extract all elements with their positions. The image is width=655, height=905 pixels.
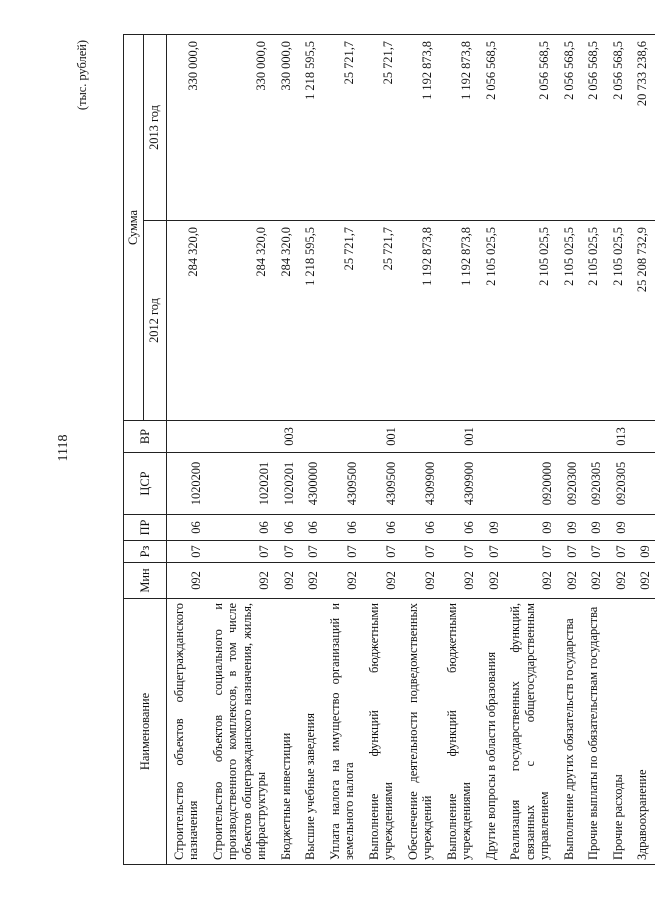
cell-csr: 0920305 [581, 453, 606, 515]
cell-pr: 06 [362, 515, 401, 541]
table-row [503, 35, 557, 865]
cell-y2013: 2 056 568,5 [503, 35, 557, 221]
cell-pr: 06 [323, 515, 362, 541]
cell-min: 092 [479, 563, 504, 599]
cell-name: Прочие расходы [606, 599, 631, 865]
cell-name: Реализация государственных функций, связанных с общегосударственным управлением [503, 599, 557, 865]
cell-pr: 06 [206, 515, 274, 541]
cell-min: 092 [630, 563, 655, 599]
header-2013: 2013 год [143, 35, 166, 221]
cell-y2013: 25 721,7 [323, 35, 362, 221]
cell-y2012: 25 721,7 [323, 221, 362, 421]
table-body [166, 35, 655, 865]
cell-pr: 06 [440, 515, 479, 541]
table-row [606, 35, 631, 865]
table-row [401, 35, 440, 865]
header-min: Мин [124, 563, 167, 599]
header-name: Наименование [124, 599, 167, 865]
cell-csr [630, 453, 655, 515]
table-row [298, 35, 323, 865]
cell-rz: 07 [298, 541, 323, 563]
cell-y2013: 2 056 568,5 [581, 35, 606, 221]
cell-min: 092 [298, 563, 323, 599]
cell-csr: 0920300 [557, 453, 582, 515]
cell-y2013: 1 192 873,8 [401, 35, 440, 221]
cell-vr: 003 [274, 421, 299, 453]
header-2012: 2012 год [143, 221, 166, 421]
cell-vr [401, 421, 440, 453]
cell-y2013: 1 218 595,5 [298, 35, 323, 221]
cell-name: Обеспечение деятельности подведомственных учреждений [401, 599, 440, 865]
cell-rz: 07 [274, 541, 299, 563]
header-csr: ЦСР [124, 453, 167, 515]
cell-y2012: 2 105 025,5 [503, 221, 557, 421]
cell-y2012: 1 218 595,5 [298, 221, 323, 421]
cell-pr: 09 [479, 515, 504, 541]
cell-name: Выполнение функций бюджетными учреждениями [440, 599, 479, 865]
cell-pr: 09 [503, 515, 557, 541]
cell-y2012: 1 192 873,8 [401, 221, 440, 421]
cell-pr: 06 [274, 515, 299, 541]
cell-rz: 07 [557, 541, 582, 563]
cell-vr [206, 421, 274, 453]
cell-name: Прочие выплаты по обязательствам государства [581, 599, 606, 865]
page-number: 1118 [56, 434, 71, 462]
cell-name: Выполнение функций бюджетными учреждениями [362, 599, 401, 865]
cell-csr: 4309500 [362, 453, 401, 515]
cell-pr [630, 515, 655, 541]
table-row [323, 35, 362, 865]
cell-rz: 07 [503, 541, 557, 563]
table-row [362, 35, 401, 865]
cell-vr: 001 [362, 421, 401, 453]
cell-y2012: 25 208 732,9 [630, 221, 655, 421]
cell-y2013: 2 056 568,5 [606, 35, 631, 221]
cell-pr: 09 [557, 515, 582, 541]
cell-name: Выполнение других обязательств государства [557, 599, 582, 865]
cell-pr: 09 [606, 515, 631, 541]
cell-csr: 0920000 [503, 453, 557, 515]
cell-y2013: 330 000,0 [206, 35, 274, 221]
cell-y2013: 25 721,7 [362, 35, 401, 221]
header-sum: Сумма [124, 35, 144, 421]
table-row [274, 35, 299, 865]
cell-name: Высшие учебные заведения [298, 599, 323, 865]
cell-y2012: 284 320,0 [166, 221, 206, 421]
cell-csr [479, 453, 504, 515]
cell-rz: 07 [606, 541, 631, 563]
cell-csr: 1020201 [274, 453, 299, 515]
budget-table [123, 34, 655, 865]
cell-rz: 07 [166, 541, 206, 563]
cell-y2013: 1 192 873,8 [440, 35, 479, 221]
table-row [206, 35, 274, 865]
cell-pr: 06 [166, 515, 206, 541]
cell-vr [323, 421, 362, 453]
cell-min: 092 [166, 563, 206, 599]
cell-y2012: 2 105 025,5 [581, 221, 606, 421]
header-vr: ВР [124, 421, 167, 453]
cell-pr: 06 [298, 515, 323, 541]
cell-vr [298, 421, 323, 453]
header-rz: Рз [124, 541, 167, 563]
header-row-1 [124, 35, 144, 865]
table-row [479, 35, 504, 865]
cell-pr: 06 [401, 515, 440, 541]
cell-name: Бюджетные инвестиции [274, 599, 299, 865]
cell-vr [166, 421, 206, 453]
cell-min: 092 [557, 563, 582, 599]
cell-rz: 07 [362, 541, 401, 563]
table-row [557, 35, 582, 865]
cell-csr: 1020200 [166, 453, 206, 515]
cell-name: Строительство объектов социального и производственного комплексов, в том числе объектов общегражданского назначения, жилья, инфраструктуры [206, 599, 274, 865]
cell-vr: 001 [440, 421, 479, 453]
cell-rz: 07 [479, 541, 504, 563]
units-label: (тыс. рублей) [75, 40, 89, 111]
cell-rz: 07 [401, 541, 440, 563]
cell-name: Здравоохранение [630, 599, 655, 865]
cell-y2012: 1 192 873,8 [440, 221, 479, 421]
cell-min: 092 [274, 563, 299, 599]
cell-rz: 07 [323, 541, 362, 563]
cell-y2013: 330 000,0 [274, 35, 299, 221]
cell-pr: 09 [581, 515, 606, 541]
cell-min: 092 [440, 563, 479, 599]
cell-min: 092 [606, 563, 631, 599]
cell-min: 092 [401, 563, 440, 599]
cell-rz: 07 [206, 541, 274, 563]
cell-name: Уплата налога на имущество организаций и земельного налога [323, 599, 362, 865]
header-pr: ПР [124, 515, 167, 541]
rotated-table-area [75, 35, 652, 865]
cell-y2013: 20 733 238,6 [630, 35, 655, 221]
cell-vr [503, 421, 557, 453]
cell-rz: 07 [581, 541, 606, 563]
cell-min: 092 [206, 563, 274, 599]
table-row [630, 35, 655, 865]
cell-csr: 1020201 [206, 453, 274, 515]
table-row [581, 35, 606, 865]
cell-y2013: 2 056 568,5 [479, 35, 504, 221]
cell-vr [630, 421, 655, 453]
cell-y2012: 284 320,0 [274, 221, 299, 421]
cell-csr: 4309900 [440, 453, 479, 515]
cell-min: 092 [362, 563, 401, 599]
cell-csr: 4300000 [298, 453, 323, 515]
cell-vr [557, 421, 582, 453]
cell-vr [581, 421, 606, 453]
cell-y2013: 2 056 568,5 [557, 35, 582, 221]
cell-y2012: 25 721,7 [362, 221, 401, 421]
table-row [166, 35, 206, 865]
cell-y2012: 2 105 025,5 [479, 221, 504, 421]
cell-y2012: 2 105 025,5 [557, 221, 582, 421]
cell-min: 092 [581, 563, 606, 599]
cell-y2012: 2 105 025,5 [606, 221, 631, 421]
cell-vr [479, 421, 504, 453]
cell-csr: 4309500 [323, 453, 362, 515]
cell-vr: 013 [606, 421, 631, 453]
cell-name: Другие вопросы в области образования [479, 599, 504, 865]
cell-min: 092 [503, 563, 557, 599]
cell-rz: 09 [630, 541, 655, 563]
cell-y2012: 284 320,0 [206, 221, 274, 421]
cell-csr: 4309900 [401, 453, 440, 515]
table-row [440, 35, 479, 865]
cell-min: 092 [323, 563, 362, 599]
cell-csr: 0920305 [606, 453, 631, 515]
cell-y2013: 330 000,0 [166, 35, 206, 221]
cell-name: Строительство объектов общегражданского назначения [166, 599, 206, 865]
cell-rz: 07 [440, 541, 479, 563]
